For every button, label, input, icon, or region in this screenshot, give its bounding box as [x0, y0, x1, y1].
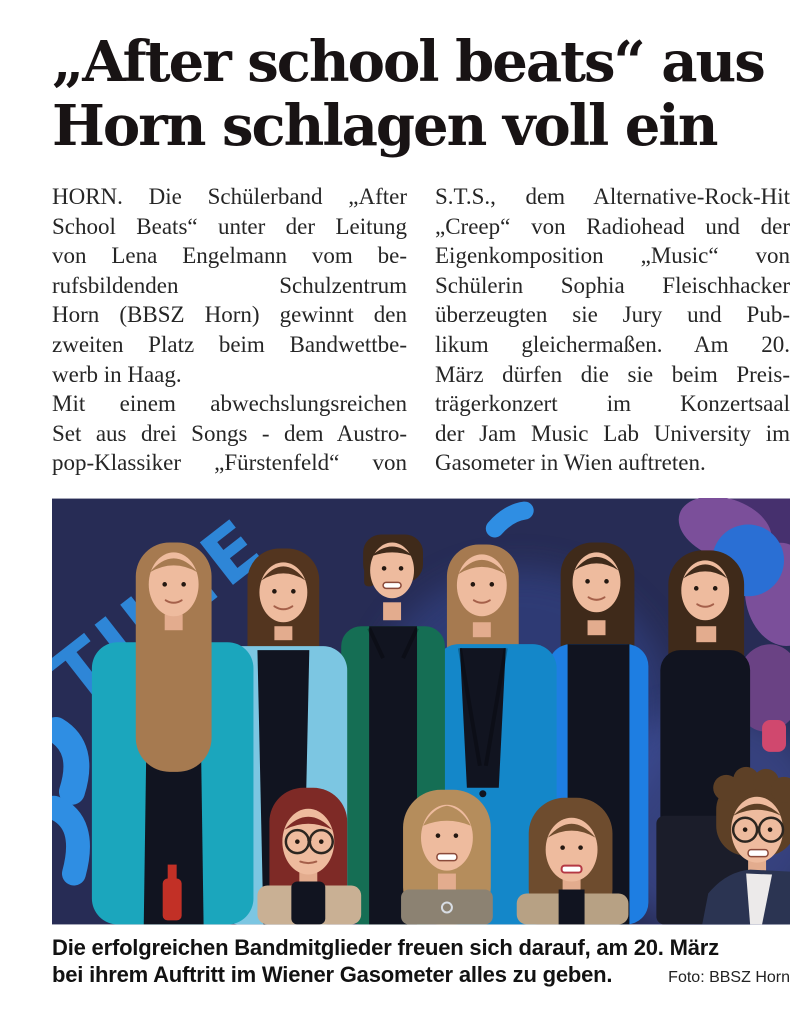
headline [52, 30, 790, 158]
body-line: HORN. Die Schülerband „After [52, 184, 407, 209]
band-member [656, 550, 756, 924]
body-line: Eigenkomposition „Music“ von [435, 243, 790, 269]
article-column-2 [435, 182, 790, 478]
body-line: der Jam Music Lab University im [435, 420, 790, 446]
body-line: pop-Klassiker „Fürstenfeld“ von [52, 450, 407, 476]
body-line: März dürfen die sie beim Preis- [435, 361, 790, 387]
article-body [52, 182, 790, 478]
body-line: trägerkonzert im Konzertsaal [435, 391, 790, 417]
body-line: Set aus drei Songs - dem Austro- [52, 420, 407, 446]
band-photo [52, 498, 790, 925]
photo-caption [52, 934, 790, 988]
body-line: zweiten Platz beim Bandwettbe- [52, 331, 407, 357]
body-line: Mit einem abwechslungsreichen [52, 391, 407, 417]
mural-pink-shape [762, 720, 786, 752]
body-line: S.T.S., dem Alternative-Rock-Hit [435, 184, 790, 209]
body-line: Gasometer in Wien auftreten. [435, 450, 706, 476]
body-line: „Creep“ von Radiohead und der [435, 213, 790, 239]
headline-line-2: Horn schlagen voll ein [52, 93, 717, 159]
photo-credit: Foto: BBSZ Horn [668, 968, 790, 986]
body-line: rufsbildenden Schulzentrum [52, 272, 407, 298]
body-line: likum gleichermaßen. Am 20. [435, 331, 790, 357]
body-line: von Lena Engelmann vom be- [52, 243, 407, 269]
body-line: School Beats“ unter der Leitung [52, 213, 407, 239]
body-line: Schülerin Sophia Fleischhacker [435, 272, 790, 298]
body-line: Horn (BBSZ Horn) gewinnt den [52, 302, 407, 328]
caption-line-2: bei ihrem Auftritt im Wiener Gasometer alles zu geben. [52, 961, 613, 987]
body-line: überzeugten sie Jury und Pub- [435, 302, 790, 328]
band-member [401, 790, 493, 925]
body-line: werb in Haag. [52, 361, 182, 387]
caption-line-1: Die erfolgreichen Bandmitglieder freuen sich darauf, am 20. März [52, 934, 719, 960]
headline-line-1: „After school beats“ aus [52, 29, 764, 95]
article-column-1 [52, 182, 407, 478]
